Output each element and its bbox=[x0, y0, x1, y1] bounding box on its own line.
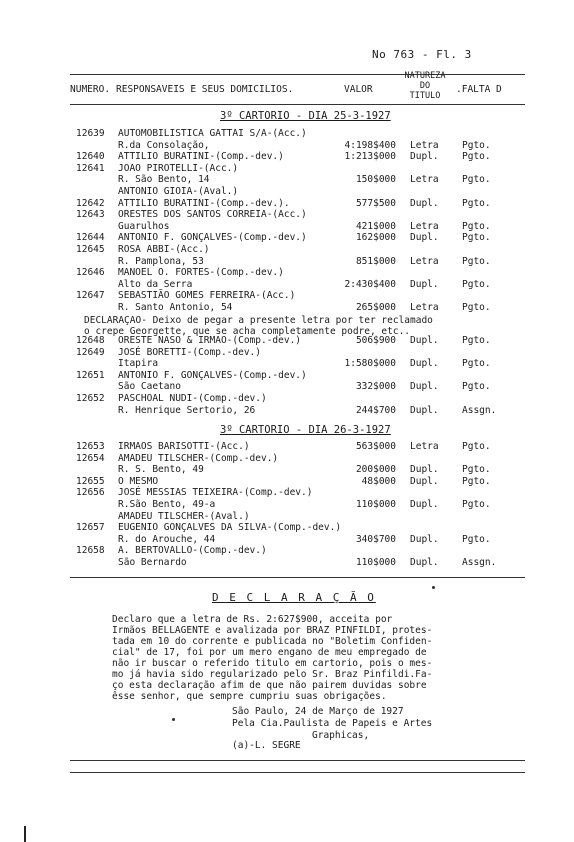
row-responsavel: ORESTES DOS SANTOS CORREIA-(Acc.) bbox=[118, 209, 307, 221]
table-row bbox=[0, 464, 574, 476]
table-row bbox=[0, 256, 574, 268]
row-natureza: Dupl. bbox=[410, 464, 439, 476]
row-falta: Pgto. bbox=[462, 533, 491, 545]
row-responsavel: R. do Arouche, 44 bbox=[118, 533, 216, 545]
row-responsavel: R. Henrique Sertorio, 26 bbox=[118, 404, 256, 416]
col-header-numero: NUMERO. bbox=[70, 84, 111, 95]
table-row bbox=[0, 163, 574, 175]
row-responsavel: AMADEU TILSCHER-(Comp.-dev.) bbox=[118, 452, 279, 464]
declaration-place-date: São Paulo, 24 de Março de 1927 bbox=[232, 706, 404, 717]
row-responsavel: R.da Consolação, bbox=[118, 139, 210, 151]
row-natureza: Letra bbox=[410, 139, 439, 151]
row-responsavel: Itapira bbox=[118, 358, 159, 370]
row-number: 12658 bbox=[76, 545, 105, 557]
table-row bbox=[0, 499, 574, 511]
table-row bbox=[0, 186, 574, 198]
table-row bbox=[0, 370, 574, 382]
natureza-line2: DO bbox=[419, 81, 431, 91]
row-valor: 577$500 bbox=[355, 197, 396, 209]
table-row bbox=[0, 358, 574, 370]
row-falta: Pgto. bbox=[462, 197, 491, 209]
declaration-line: êsse senhor, que sempre cumpriu suas obrigações. bbox=[112, 691, 387, 702]
declaracao-note-line1: DECLARAÇAO- Deixo de pegar a presente letra por ter reclamado bbox=[84, 315, 433, 326]
row-number: 12654 bbox=[76, 452, 105, 464]
row-number: 12646 bbox=[76, 267, 105, 279]
declaration-line: Declaro que a letra de Rs. 2:627$900, acceita por bbox=[112, 614, 393, 625]
row-falta: Pgto. bbox=[462, 441, 491, 452]
row-falta: Pgto. bbox=[462, 302, 491, 313]
row-falta: Pgto. bbox=[462, 358, 491, 370]
ink-dot bbox=[432, 586, 435, 589]
row-responsavel: São Bernardo bbox=[118, 557, 187, 568]
row-number: 12645 bbox=[76, 244, 105, 255]
row-natureza: Dupl. bbox=[410, 197, 439, 209]
table-row bbox=[0, 232, 574, 244]
row-number: 12649 bbox=[76, 346, 105, 358]
table-row bbox=[0, 522, 574, 534]
row-responsavel: AUTOMOBILISTICA GATTAI S/A-(Acc.) bbox=[118, 128, 307, 139]
row-responsavel: ATTILIO BURATINI-(Comp.-dev.) bbox=[118, 151, 284, 163]
row-natureza: Dupl. bbox=[410, 151, 439, 163]
row-responsavel: ANTONIO GIOIA-(Aval.) bbox=[118, 186, 239, 197]
row-responsavel: PASCHOAL NUDI-(Comp.-dev.) bbox=[118, 393, 267, 404]
row-falta: Pgto. bbox=[462, 381, 491, 393]
row-responsavel: SEBASTIÃO GOMES FERREIRA-(Acc.) bbox=[118, 290, 296, 302]
ink-dot bbox=[172, 718, 175, 721]
row-falta: Pgto. bbox=[462, 220, 491, 232]
row-valor: 200$000 bbox=[355, 464, 396, 476]
table-row bbox=[0, 290, 574, 302]
row-natureza: Dupl. bbox=[410, 335, 439, 346]
row-number: 12644 bbox=[76, 232, 105, 244]
declaracao-note-line2: o crepe Georgette, que se acha completamente podre, etc.. bbox=[84, 326, 411, 337]
row-falta: Pgto. bbox=[462, 278, 491, 290]
row-responsavel: Guarulhos bbox=[118, 220, 170, 232]
row-responsavel: Alto da Serra bbox=[118, 278, 193, 290]
row-responsavel: O MESMO bbox=[118, 475, 159, 487]
table-row bbox=[0, 453, 574, 465]
row-natureza: Letra bbox=[410, 174, 439, 186]
natureza-line3: TITULO bbox=[409, 91, 441, 101]
row-number: 12640 bbox=[76, 151, 105, 163]
row-valor: 162$000 bbox=[355, 232, 396, 244]
table-row bbox=[0, 267, 574, 279]
row-falta: Assgn. bbox=[462, 404, 497, 416]
row-responsavel: ATTILIO BURATINI-(Comp.-dev.). bbox=[118, 197, 290, 209]
row-natureza: Letra bbox=[410, 441, 439, 452]
row-responsavel: R. São Bento, 14 bbox=[118, 174, 210, 186]
row-falta: Pgto. bbox=[462, 335, 491, 346]
table-row bbox=[0, 534, 574, 546]
row-number: 12643 bbox=[76, 209, 105, 221]
row-valor: 506$900 bbox=[355, 335, 396, 346]
table-row bbox=[0, 393, 574, 405]
row-natureza: Dupl. bbox=[410, 358, 439, 370]
footer-rule-1 bbox=[70, 760, 525, 761]
row-responsavel: ANTONIO F. GONÇALVES-(Comp.-dev.) bbox=[118, 232, 307, 244]
declaration-line: Irmãos BELLAGENTE e avalizada por BRAZ PINFILDI, protes- bbox=[112, 625, 433, 636]
table-row bbox=[0, 302, 574, 314]
row-valor: 340$700 bbox=[355, 533, 396, 545]
table-row bbox=[0, 174, 574, 186]
row-number: 12642 bbox=[76, 197, 105, 209]
col-header-natureza bbox=[398, 71, 452, 101]
row-responsavel: JOAO PIROTELLI-(Acc.) bbox=[118, 162, 239, 174]
row-number: 12657 bbox=[76, 522, 105, 534]
table-row bbox=[0, 545, 574, 557]
row-number: 12652 bbox=[76, 393, 105, 404]
row-valor: 421$000 bbox=[355, 220, 396, 232]
table-row bbox=[0, 140, 574, 152]
row-valor: 4:198$400 bbox=[344, 139, 396, 151]
row-number: 12651 bbox=[76, 369, 105, 381]
row-falta: Pgto. bbox=[462, 174, 491, 186]
row-responsavel: EUGENIO GONÇALVES DA SILVA-(Comp.-dev.) bbox=[118, 522, 342, 534]
table-row bbox=[0, 441, 574, 453]
row-responsavel: MANOEL O. FORTES-(Comp.-dev.) bbox=[118, 267, 284, 279]
row-responsavel: R.São Bento, 49-a bbox=[118, 499, 216, 510]
row-valor: 563$000 bbox=[355, 441, 396, 452]
row-responsavel: R. Santo Antonio, 54 bbox=[118, 302, 233, 313]
table-row bbox=[0, 279, 574, 291]
declaration-title: D E C L A R A Ç Ã O bbox=[212, 591, 376, 604]
header-top-rule bbox=[70, 74, 525, 75]
row-responsavel: ROSA ABBI-(Acc.) bbox=[118, 244, 210, 255]
row-valor: 2:430$400 bbox=[344, 278, 396, 290]
row-falta: Pgto. bbox=[462, 151, 491, 163]
table-row bbox=[0, 244, 574, 256]
row-number: 12641 bbox=[76, 162, 105, 174]
declaration-line: ço esta declaração afim de que não pairem duvidas sobre bbox=[112, 680, 427, 691]
row-falta: Pgto. bbox=[462, 475, 491, 487]
declaration-company-line1: Pela Cia.Paulista de Papeis e Artes bbox=[232, 718, 433, 729]
col-header-responsaveis: RESPONSAVEIS E SEUS DOMICILIOS. bbox=[116, 84, 294, 95]
table-row bbox=[0, 335, 574, 347]
row-responsavel: ORESTE NASO & IRMAO-(Comp.-dev.) bbox=[118, 335, 302, 346]
row-natureza: Dupl. bbox=[410, 381, 439, 393]
table-row bbox=[0, 128, 574, 140]
row-responsavel: R. S. Bento, 49 bbox=[118, 464, 204, 476]
row-responsavel: A. BERTOVALLO-(Comp.-dev.) bbox=[118, 545, 267, 557]
row-falta: Pgto. bbox=[462, 232, 491, 244]
row-falta: Pgto. bbox=[462, 139, 491, 151]
row-valor: 265$000 bbox=[355, 302, 396, 313]
table-row bbox=[0, 476, 574, 488]
row-responsavel: São Caetano bbox=[118, 381, 181, 393]
col-header-valor: VALOR bbox=[344, 84, 373, 95]
row-valor: 110$000 bbox=[355, 499, 396, 510]
row-number: 12648 bbox=[76, 335, 105, 346]
row-valor: 110$000 bbox=[355, 557, 396, 568]
row-valor: 332$000 bbox=[355, 381, 396, 393]
row-number: 12647 bbox=[76, 290, 105, 302]
row-falta: Assgn. bbox=[462, 557, 497, 568]
natureza-line1: NATUREZA bbox=[404, 71, 446, 81]
section-title-1: 3º CARTORIO - DIA 25-3-1927 bbox=[220, 110, 391, 122]
row-natureza: Dupl. bbox=[410, 232, 439, 244]
declaration-company-line2: Graphicas, bbox=[312, 730, 370, 741]
row-number: 12653 bbox=[76, 441, 105, 452]
row-natureza: Dupl. bbox=[410, 499, 439, 510]
row-responsavel: JOSÉ BORETTI-(Comp.-dev.) bbox=[118, 346, 261, 358]
row-valor: 244$700 bbox=[355, 404, 396, 416]
row-valor: 48$000 bbox=[361, 475, 396, 487]
row-natureza: Letra bbox=[410, 255, 439, 267]
row-responsavel: JOSÉ MESSIAS TEIXEIRA-(Comp.-dev.) bbox=[118, 487, 313, 499]
row-number: 12656 bbox=[76, 487, 105, 499]
row-natureza: Letra bbox=[410, 302, 439, 313]
row-responsavel: IRMAOS BARISOTTI-(Acc.) bbox=[118, 441, 250, 452]
table-row bbox=[0, 405, 574, 417]
row-responsavel: ANTONIO F. GONÇALVES-(Comp.-dev.) bbox=[118, 369, 307, 381]
table-row bbox=[0, 151, 574, 163]
table-row bbox=[0, 347, 574, 359]
margin-mark bbox=[24, 826, 26, 842]
table-row bbox=[0, 381, 574, 393]
row-falta: Pgto. bbox=[462, 464, 491, 476]
table-row bbox=[0, 487, 574, 499]
row-falta: Pgto. bbox=[462, 499, 491, 510]
declaration-line: cial" de 17, foi por um mero engano de meu empregado de bbox=[112, 647, 427, 658]
row-falta: Pgto. bbox=[462, 255, 491, 267]
row-natureza: Letra bbox=[410, 220, 439, 232]
table-bottom-rule bbox=[70, 577, 525, 578]
page-reference: No 763 - Fl. 3 bbox=[372, 48, 472, 61]
table-row bbox=[0, 557, 574, 569]
declaration-line: mo já havia sido regularizado pelo Sr. Braz Pinfildi.Fa- bbox=[112, 669, 433, 680]
table-row bbox=[0, 209, 574, 221]
declaration-signature: (a)-L. SEGRE bbox=[232, 740, 301, 751]
row-natureza: Dupl. bbox=[410, 475, 439, 487]
row-valor: 150$000 bbox=[355, 174, 396, 186]
row-valor: 1:580$000 bbox=[344, 358, 396, 370]
row-natureza: Dupl. bbox=[410, 533, 439, 545]
row-natureza: Dupl. bbox=[410, 557, 439, 568]
section-title-2: 3º CARTORIO - DIA 26-3-1927 bbox=[220, 424, 391, 436]
table-row bbox=[0, 198, 574, 210]
row-responsavel: R. Pamplona, 53 bbox=[118, 255, 204, 267]
row-natureza: Dupl. bbox=[410, 278, 439, 290]
declaration-line: não ir buscar o referido titulo em cartorio, pois o mes- bbox=[112, 658, 433, 669]
header-bottom-rule bbox=[70, 104, 525, 105]
col-header-falta: .FALTA D bbox=[456, 84, 502, 95]
row-valor: 1:213$000 bbox=[344, 151, 396, 163]
footer-rule-2 bbox=[70, 772, 525, 773]
table-row bbox=[0, 221, 574, 233]
row-number: 12639 bbox=[76, 128, 105, 139]
row-responsavel: AMADEU TILSCHER-(Aval.) bbox=[118, 510, 250, 522]
row-number: 12655 bbox=[76, 475, 105, 487]
declaration-line: tada em 10 do corrente e publicada no "Boletim Confiden- bbox=[112, 636, 433, 647]
row-valor: 851$000 bbox=[355, 255, 396, 267]
row-natureza: Dupl. bbox=[410, 404, 439, 416]
table-row bbox=[0, 511, 574, 523]
